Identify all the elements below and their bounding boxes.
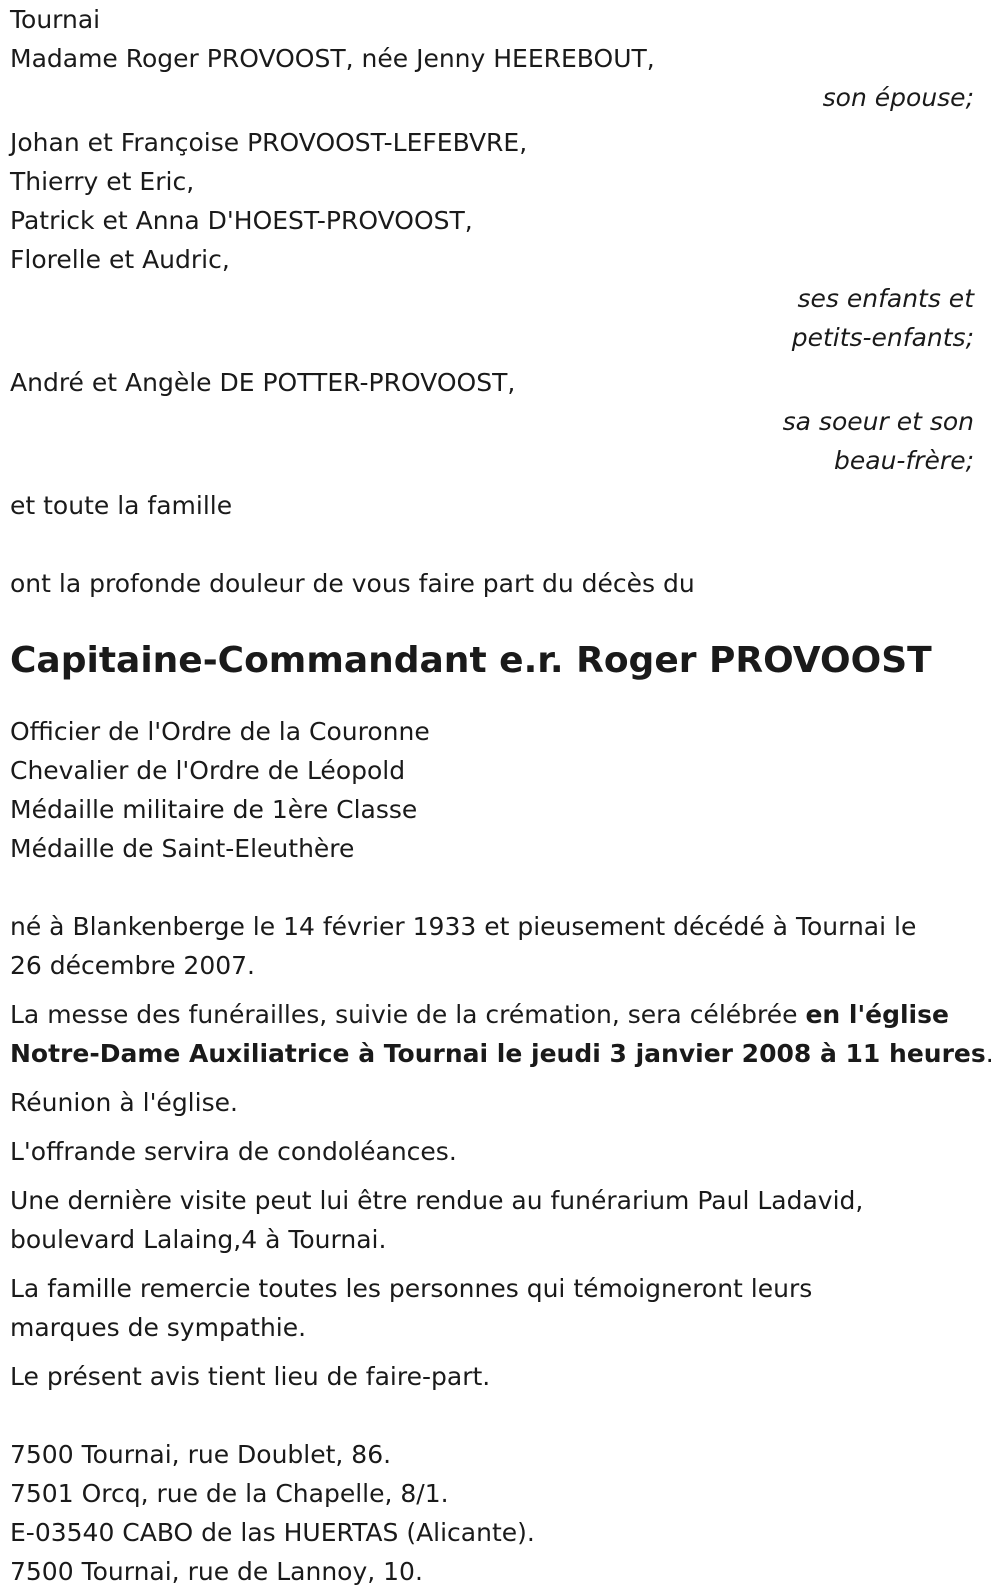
- notice-text: Le présent avis tient lieu de faire-part.: [10, 1362, 491, 1391]
- mass-period: .: [985, 1039, 994, 1068]
- address-item: 7501 Orcq, rue de la Chapelle, 8/1.: [10, 1479, 449, 1508]
- family-member: Thierry et Eric,: [10, 167, 195, 196]
- family-relation: ses enfants et: [797, 284, 974, 313]
- all-family-text: et toute la famille: [10, 491, 233, 520]
- honor-item: Médaille militaire de 1ère Classe: [10, 795, 418, 824]
- birth-death-line: né à Blankenberge le 14 février 1933 et pieusement décédé à Tournai le: [10, 912, 917, 941]
- honor-item: Chevalier de l'Ordre de Léopold: [10, 756, 406, 785]
- birth-death-line: 26 décembre 2007.: [10, 951, 255, 980]
- family-relation: petits-enfants;: [791, 323, 974, 352]
- family-member: Madame Roger PROVOOST, née Jenny HEEREBOUT,: [10, 44, 655, 73]
- mass-details: Notre-Dame Auxiliatrice à Tournai le jeudi 3 janvier 2008 à 11 heures: [10, 1039, 986, 1068]
- thanks-paragraph: [10, 1269, 974, 1347]
- visit-paragraph: [10, 1181, 974, 1259]
- mass-text: La messe des funérailles, suivie de la crémation, sera célébrée: [10, 1000, 806, 1029]
- family-group-spouse: [10, 39, 974, 117]
- address-item: 7500 Tournai, rue Doublet, 86.: [10, 1440, 392, 1469]
- mass-paragraph: [10, 995, 994, 1073]
- announcement-text: ont la profonde douleur de vous faire part du décès du: [10, 569, 695, 598]
- honor-item: Officier de l'Ordre de la Couronne: [10, 717, 430, 746]
- mass-line: [10, 1034, 994, 1073]
- deceased-name: Capitaine-Commandant e.r. Roger PROVOOST: [10, 640, 932, 681]
- visit-line: Une dernière visite peut lui être rendue au funérarium Paul Ladavid,: [10, 1186, 864, 1215]
- family-member: Patrick et Anna D'HOEST-PROVOOST,: [10, 206, 473, 235]
- family-member: André et Angèle DE POTTER-PROVOOST,: [10, 368, 516, 397]
- address-item: E-03540 CABO de las HUERTAS (Alicante).: [10, 1518, 535, 1547]
- family-group-sister: [10, 363, 974, 480]
- mass-line: [10, 995, 974, 1034]
- family-relation: beau-frère;: [834, 446, 974, 475]
- birth-death-paragraph: [10, 907, 974, 985]
- honor-item: Médaille de Saint-Eleuthère: [10, 834, 355, 863]
- family-relation: son épouse;: [822, 83, 974, 112]
- meeting-text: Réunion à l'église.: [10, 1088, 238, 1117]
- family-relation: sa soeur et son: [782, 407, 974, 436]
- family-member: Johan et Françoise PROVOOST-LEFEBVRE,: [10, 128, 528, 157]
- mass-church: en l'église: [805, 1000, 949, 1029]
- family-group-children: [10, 123, 974, 357]
- offering-text: L'offrande servira de condoléances.: [10, 1137, 457, 1166]
- location: Tournai: [10, 5, 101, 34]
- family-member: Florelle et Audric,: [10, 245, 230, 274]
- honors-list: [10, 712, 974, 868]
- address-item: 7500 Tournai, rue de Lannoy, 10.: [10, 1557, 423, 1586]
- visit-line: boulevard Lalaing,4 à Tournai.: [10, 1225, 387, 1254]
- thanks-line: La famille remercie toutes les personnes qui témoigneront leurs: [10, 1274, 813, 1303]
- addresses-list: [10, 1435, 974, 1591]
- thanks-line: marques de sympathie.: [10, 1313, 307, 1342]
